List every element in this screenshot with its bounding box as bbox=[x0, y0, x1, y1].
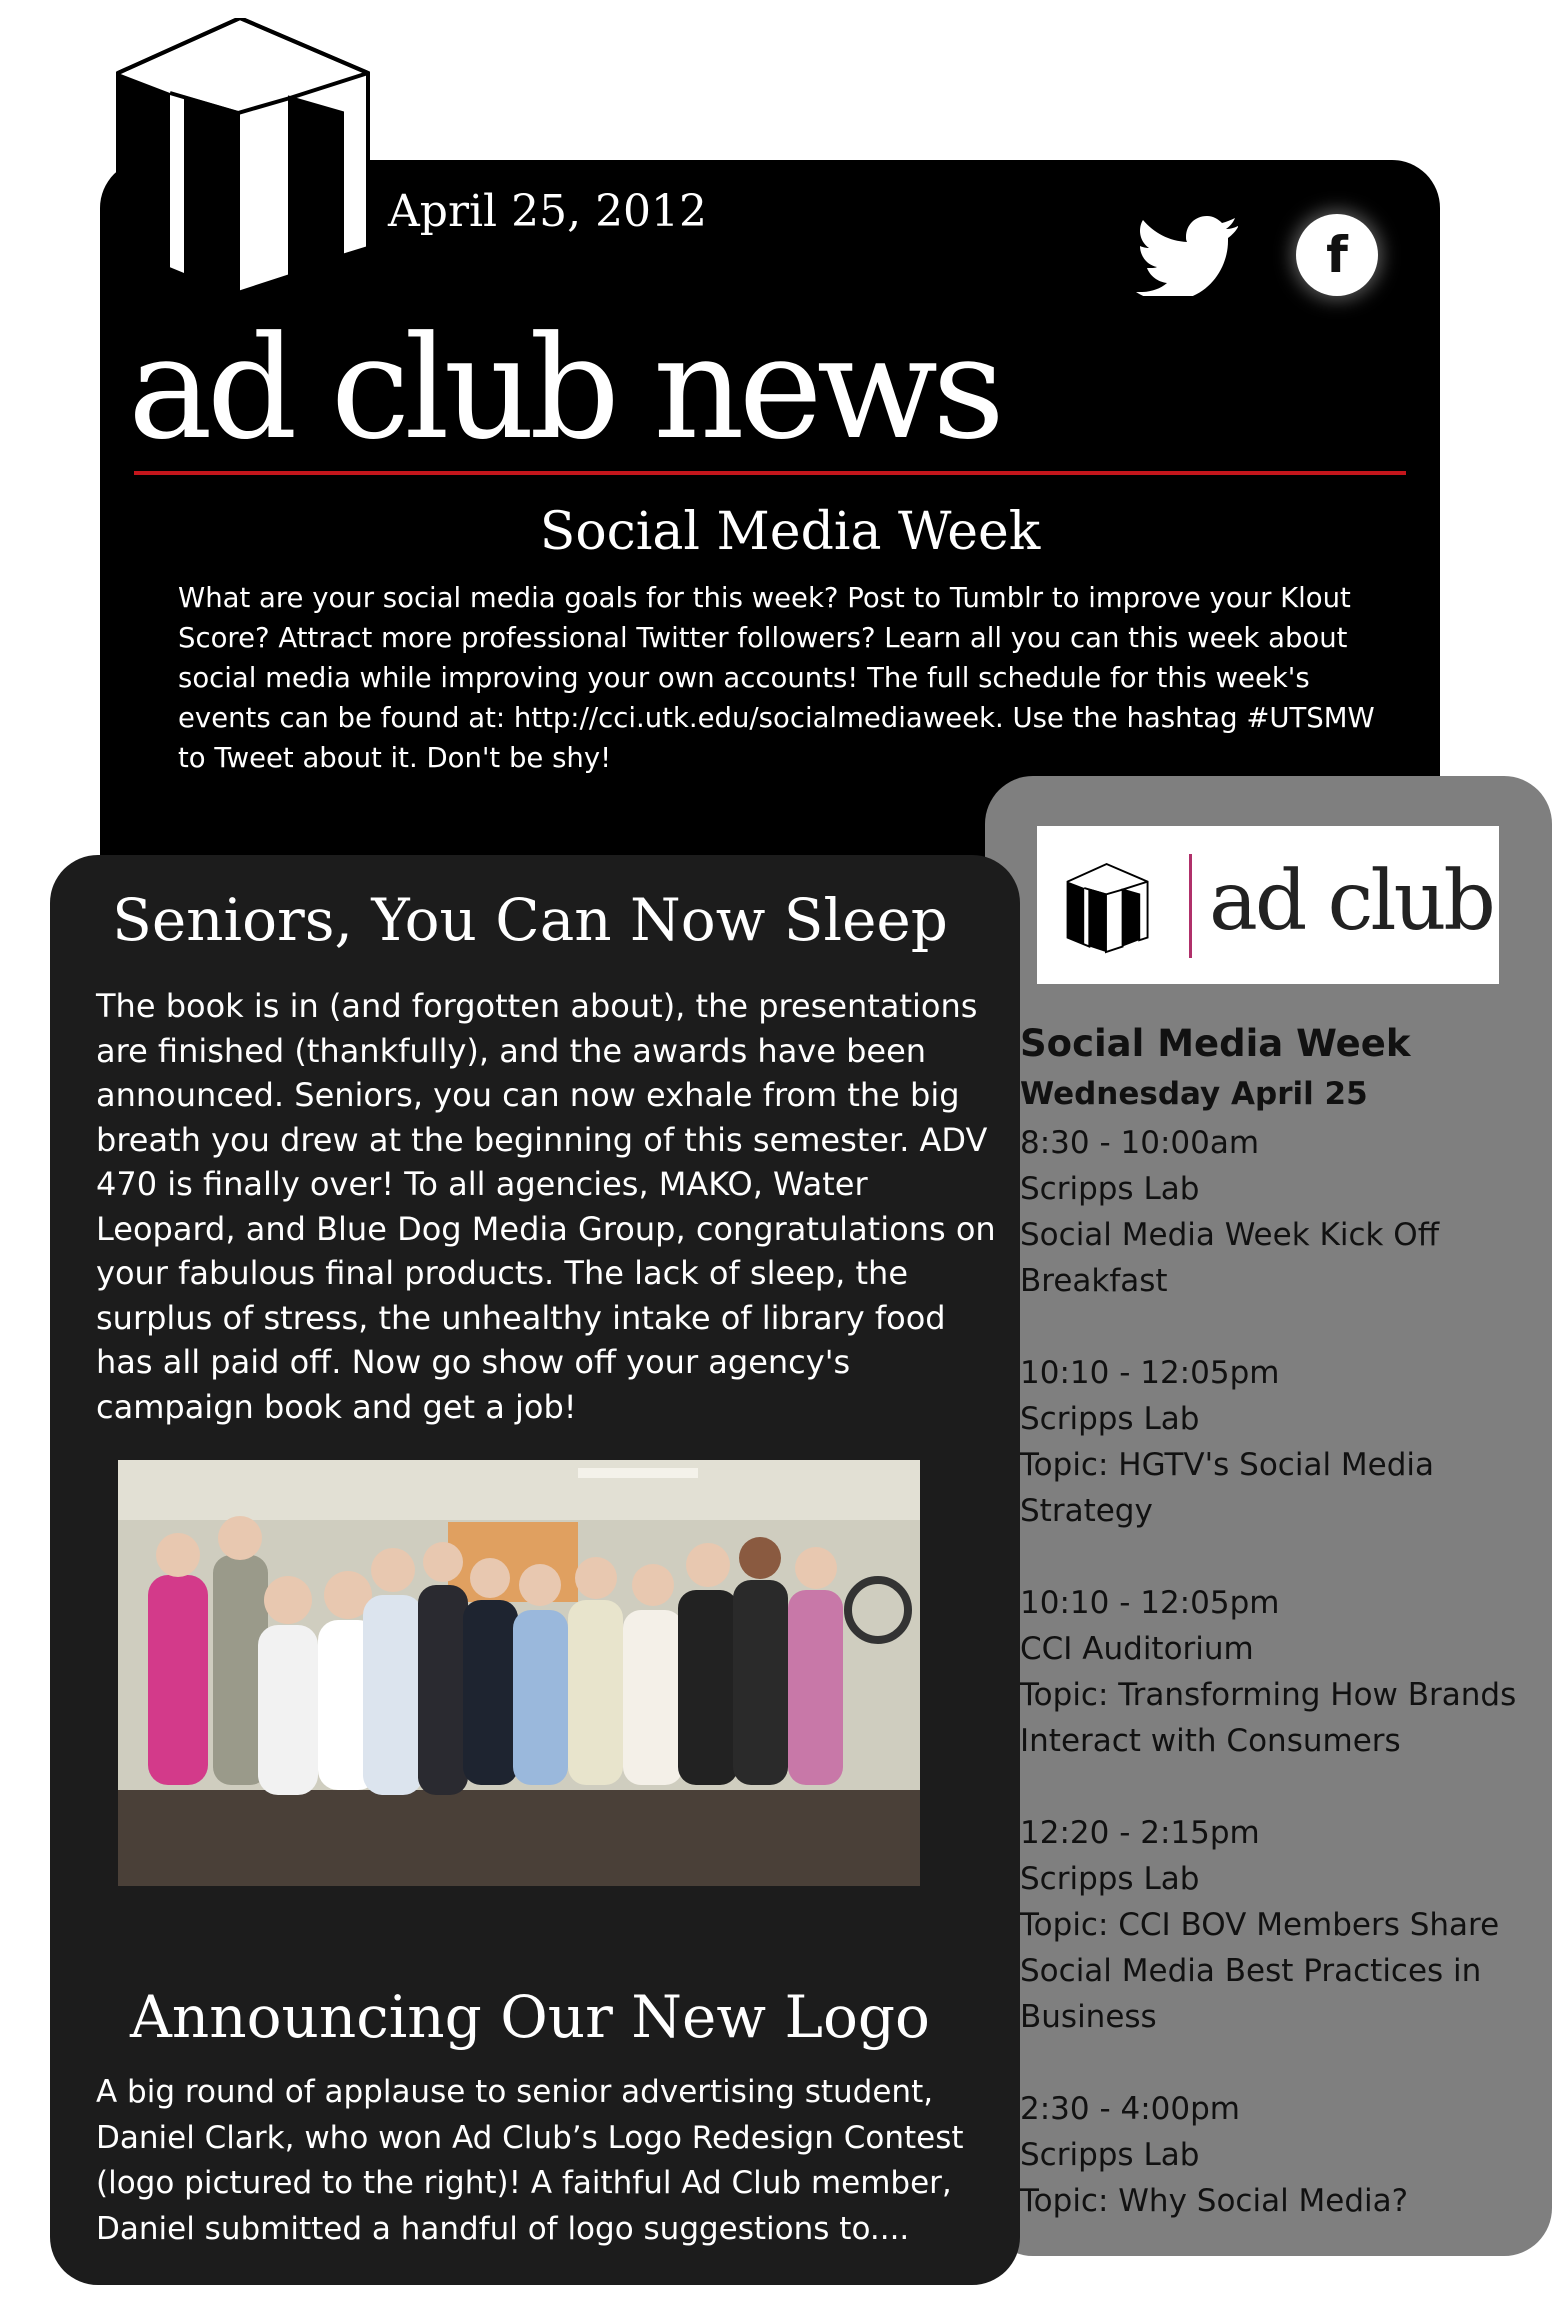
schedule-day: Wednesday April 25 bbox=[1020, 1076, 1368, 1112]
ad-club-logo bbox=[1037, 826, 1499, 984]
event-desc: Social Media Week Kick Off Breakfast bbox=[1020, 1217, 1440, 1299]
event-time: 12:20 - 2:15pm bbox=[1020, 1815, 1260, 1851]
ad-club-logo-mark bbox=[110, 18, 370, 298]
facebook-glyph: f bbox=[1326, 226, 1348, 284]
event-place: CCI Auditorium bbox=[1020, 1631, 1254, 1667]
facebook-icon[interactable] bbox=[1296, 214, 1378, 296]
event-desc: Topic: HGTV's Social Media Strategy bbox=[1020, 1447, 1435, 1529]
event-desc: Topic: Why Social Media? bbox=[1020, 2183, 1409, 2219]
event-desc: Topic: Transforming How Brands Interact with Consumers bbox=[1020, 1677, 1517, 1759]
event-place: Scripps Lab bbox=[1020, 1401, 1200, 1437]
divider bbox=[134, 471, 1406, 475]
issue-date: April 25, 2012 bbox=[388, 186, 708, 237]
twitter-icon[interactable] bbox=[1130, 216, 1240, 296]
event-desc: Topic: CCI BOV Members Share Social Media Best Practices in Business bbox=[1020, 1907, 1500, 2035]
article-body-seniors: The book is in (and forgotten about), the presentations are finished (thankfully), and the awards have been announced. Seniors, you can now exhale from the big breath you drew at the beginning of this semester. ADV 470 is finally over! To all agencies, MAKO, Water Leopard, and Blue Dog Media Group, congratulations on your fabulous final products. The lack of sleep, the surplus of stress, the unhealthy intake of library food has all paid off. Now go show off your agency's campaign book and get a job! bbox=[96, 987, 996, 1426]
schedule-title: Social Media Week bbox=[1020, 1022, 1411, 1065]
schedule-event bbox=[1020, 1120, 1540, 1304]
schedule-list bbox=[1020, 1120, 1540, 2270]
schedule-event bbox=[1020, 1810, 1540, 2040]
event-time: 2:30 - 4:00pm bbox=[1020, 2091, 1240, 2127]
event-place: Scripps Lab bbox=[1020, 1171, 1200, 1207]
article-title-new-logo: Announcing Our New Logo bbox=[130, 1983, 930, 2051]
section-title-social-media-week: Social Media Week bbox=[539, 502, 1041, 562]
social-media-week-body: What are your social media goals for this week? Post to Tumblr to improve your Klout Score? Attract more professional Twitter followers? Learn all you can this week about social media while improving your own accounts! The full schedule for this week's events can be found at: http://cci.utk.edu/socialmediaweek. Use the hashtag #UTSMW to Tweet about it. Don't be shy! bbox=[178, 582, 1375, 774]
ad-club-logo-text: ad club bbox=[1209, 854, 1493, 949]
group-photo bbox=[118, 1460, 920, 1886]
event-time: 10:10 - 12:05pm bbox=[1020, 1585, 1280, 1621]
masthead-title: ad club news bbox=[128, 306, 1000, 471]
event-place: Scripps Lab bbox=[1020, 1861, 1200, 1897]
schedule-event bbox=[1020, 1580, 1540, 1764]
event-place: Scripps Lab bbox=[1020, 2137, 1200, 2173]
article-title-seniors: Seniors, You Can Now Sleep bbox=[112, 886, 948, 954]
article-body-new-logo: A big round of applause to senior advertising student, Daniel Clark, who won Ad Club’s Logo Redesign Contest (logo pictured to the right)! A faithful Ad Club member, Daniel submitted a handful of logo suggestions to.... bbox=[96, 2074, 964, 2247]
event-time: 10:10 - 12:05pm bbox=[1020, 1355, 1280, 1391]
schedule-event bbox=[1020, 1350, 1540, 1534]
event-time: 8:30 - 10:00am bbox=[1020, 1125, 1260, 1161]
schedule-event bbox=[1020, 2086, 1540, 2224]
